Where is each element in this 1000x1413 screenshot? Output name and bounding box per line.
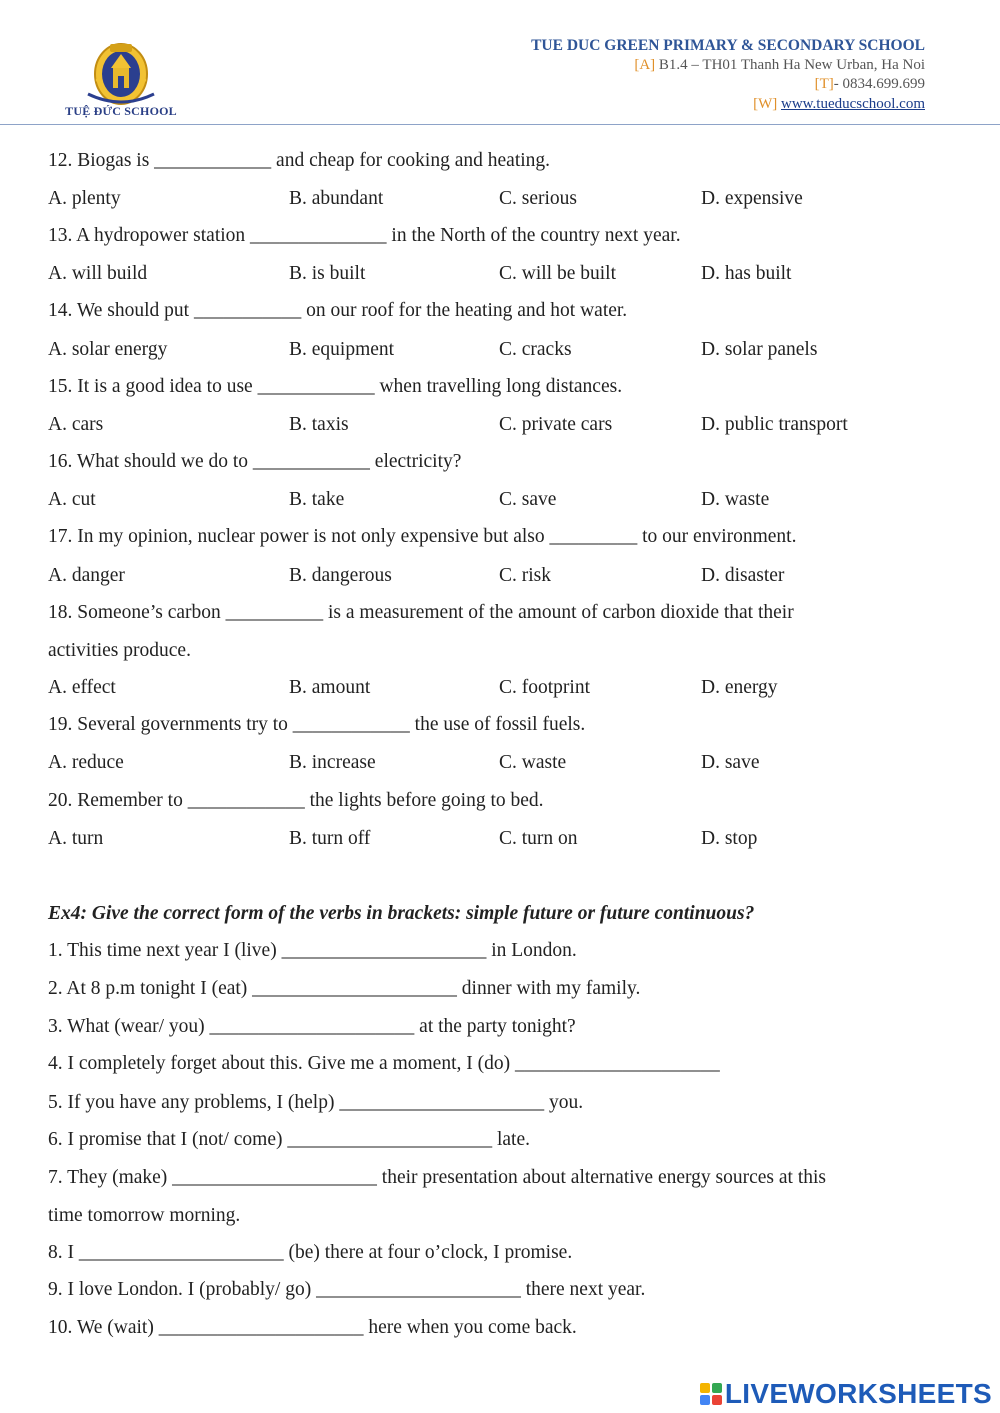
exercise-item-continued: time tomorrow morning. — [48, 1205, 241, 1226]
exercise-item[interactable]: 4. I completely forget about this. Give me a moment, I (do) _____________________ — [48, 1053, 720, 1074]
question-stem: 19. Several governments try to ____________ the use of fossil fuels. — [48, 714, 586, 735]
question-stem: 16. What should we do to ____________ electricity? — [48, 451, 462, 472]
option-a[interactable]: A. turn — [48, 828, 104, 849]
school-address: [A] B1.4 – TH01 Thanh Ha New Urban, Ha Noi — [634, 56, 925, 73]
page-header — [0, 0, 1000, 128]
exercise-heading: Ex4: Give the correct form of the verbs in brackets: simple future or future continuous? — [48, 903, 755, 924]
question-stem: 13. A hydropower station ______________ in the North of the country next year. — [48, 225, 681, 246]
website-link[interactable]: www.tueducschool.com — [781, 95, 925, 112]
option-b[interactable]: B. abundant — [289, 188, 384, 209]
option-b[interactable]: B. amount — [289, 677, 371, 698]
exercise-item[interactable]: 3. What (wear/ you) _____________________ at the party tonight? — [48, 1016, 576, 1037]
option-c[interactable]: C. waste — [499, 752, 567, 773]
option-a[interactable]: A. reduce — [48, 752, 124, 773]
exercise-item[interactable]: 6. I promise that I (not/ come) _____________________ late. — [48, 1129, 530, 1150]
option-a[interactable]: A. effect — [48, 677, 116, 698]
logo-square — [700, 1383, 710, 1393]
exercise-item[interactable]: 7. They (make) _____________________ their presentation about alternative energy sources at this — [48, 1167, 827, 1188]
liveworksheets-logo-icon — [700, 1383, 722, 1405]
option-b[interactable]: B. turn off — [289, 828, 371, 849]
logo-square — [712, 1395, 722, 1405]
school-website: [W] www.tueducschool.com — [753, 95, 925, 112]
exercise-item[interactable]: 9. I love London. I (probably/ go) _____________________ there next year. — [48, 1279, 646, 1300]
option-a[interactable]: A. cut — [48, 489, 96, 510]
option-d[interactable]: D. save — [701, 752, 760, 773]
liveworksheets-watermark — [700, 1378, 992, 1410]
option-a[interactable]: A. danger — [48, 565, 125, 586]
header-divider — [0, 124, 1000, 125]
school-phone: [T]- 0834.699.699 — [814, 76, 925, 92]
option-a[interactable]: A. plenty — [48, 188, 121, 209]
question-stem: 15. It is a good idea to use ____________ when travelling long distances. — [48, 376, 623, 397]
option-c[interactable]: C. private cars — [499, 414, 613, 435]
option-b[interactable]: B. taxis — [289, 414, 349, 435]
exercise-item[interactable]: 8. I _____________________ (be) there at four o’clock, I promise. — [48, 1242, 573, 1263]
option-d[interactable]: D. public transport — [701, 414, 848, 435]
question-stem: 18. Someone’s carbon __________ is a measurement of the amount of carbon dioxide that their — [48, 602, 794, 623]
exercise-item[interactable]: 5. If you have any problems, I (help) _____________________ you. — [48, 1092, 584, 1113]
option-b[interactable]: B. is built — [289, 263, 366, 284]
exercise-item[interactable]: 10. We (wait) _____________________ here when you come back. — [48, 1317, 577, 1338]
question-stem-continued: activities produce. — [48, 640, 191, 661]
school-name: TUE DUC GREEN PRIMARY & SECONDARY SCHOOL — [531, 37, 925, 54]
option-d[interactable]: D. expensive — [701, 188, 803, 209]
option-a[interactable]: A. cars — [48, 414, 104, 435]
logo-square — [700, 1395, 710, 1405]
question-stem: 17. In my opinion, nuclear power is not only expensive but also _________ to our environment. — [48, 526, 797, 547]
option-c[interactable]: C. risk — [499, 565, 552, 586]
option-c[interactable]: C. serious — [499, 188, 577, 209]
option-d[interactable]: D. stop — [701, 828, 758, 849]
option-d[interactable]: D. has built — [701, 263, 792, 284]
school-logo — [58, 38, 184, 124]
exercise-item[interactable]: 2. At 8 p.m tonight I (eat) _____________________ dinner with my family. — [48, 978, 641, 999]
option-b[interactable]: B. increase — [289, 752, 376, 773]
question-stem: 12. Biogas is ____________ and cheap for cooking and heating. — [48, 150, 551, 171]
option-b[interactable]: B. take — [289, 489, 345, 510]
option-d[interactable]: D. disaster — [701, 565, 785, 586]
school-crest-icon — [58, 38, 184, 106]
school-info — [531, 36, 925, 114]
option-d[interactable]: D. solar panels — [701, 339, 818, 360]
logo-square — [712, 1383, 722, 1393]
option-c[interactable]: C. footprint — [499, 677, 590, 698]
option-a[interactable]: A. will build — [48, 263, 148, 284]
question-stem: 20. Remember to ____________ the lights before going to bed. — [48, 790, 544, 811]
option-b[interactable]: B. dangerous — [289, 565, 392, 586]
option-c[interactable]: C. save — [499, 489, 557, 510]
option-b[interactable]: B. equipment — [289, 339, 395, 360]
option-a[interactable]: A. solar energy — [48, 339, 168, 360]
option-c[interactable]: C. cracks — [499, 339, 572, 360]
option-d[interactable]: D. energy — [701, 677, 778, 698]
option-c[interactable]: C. will be built — [499, 263, 616, 284]
question-stem: 14. We should put ___________ on our roof for the heating and hot water. — [48, 300, 628, 321]
option-d[interactable]: D. waste — [701, 489, 770, 510]
watermark-text: LIVEWORKSHEETS — [724, 1378, 992, 1409]
logo-text: TUỆ ĐỨC SCHOOL — [65, 104, 177, 118]
option-c[interactable]: C. turn on — [499, 828, 578, 849]
exercise-item[interactable]: 1. This time next year I (live) _____________________ in London. — [48, 940, 577, 961]
